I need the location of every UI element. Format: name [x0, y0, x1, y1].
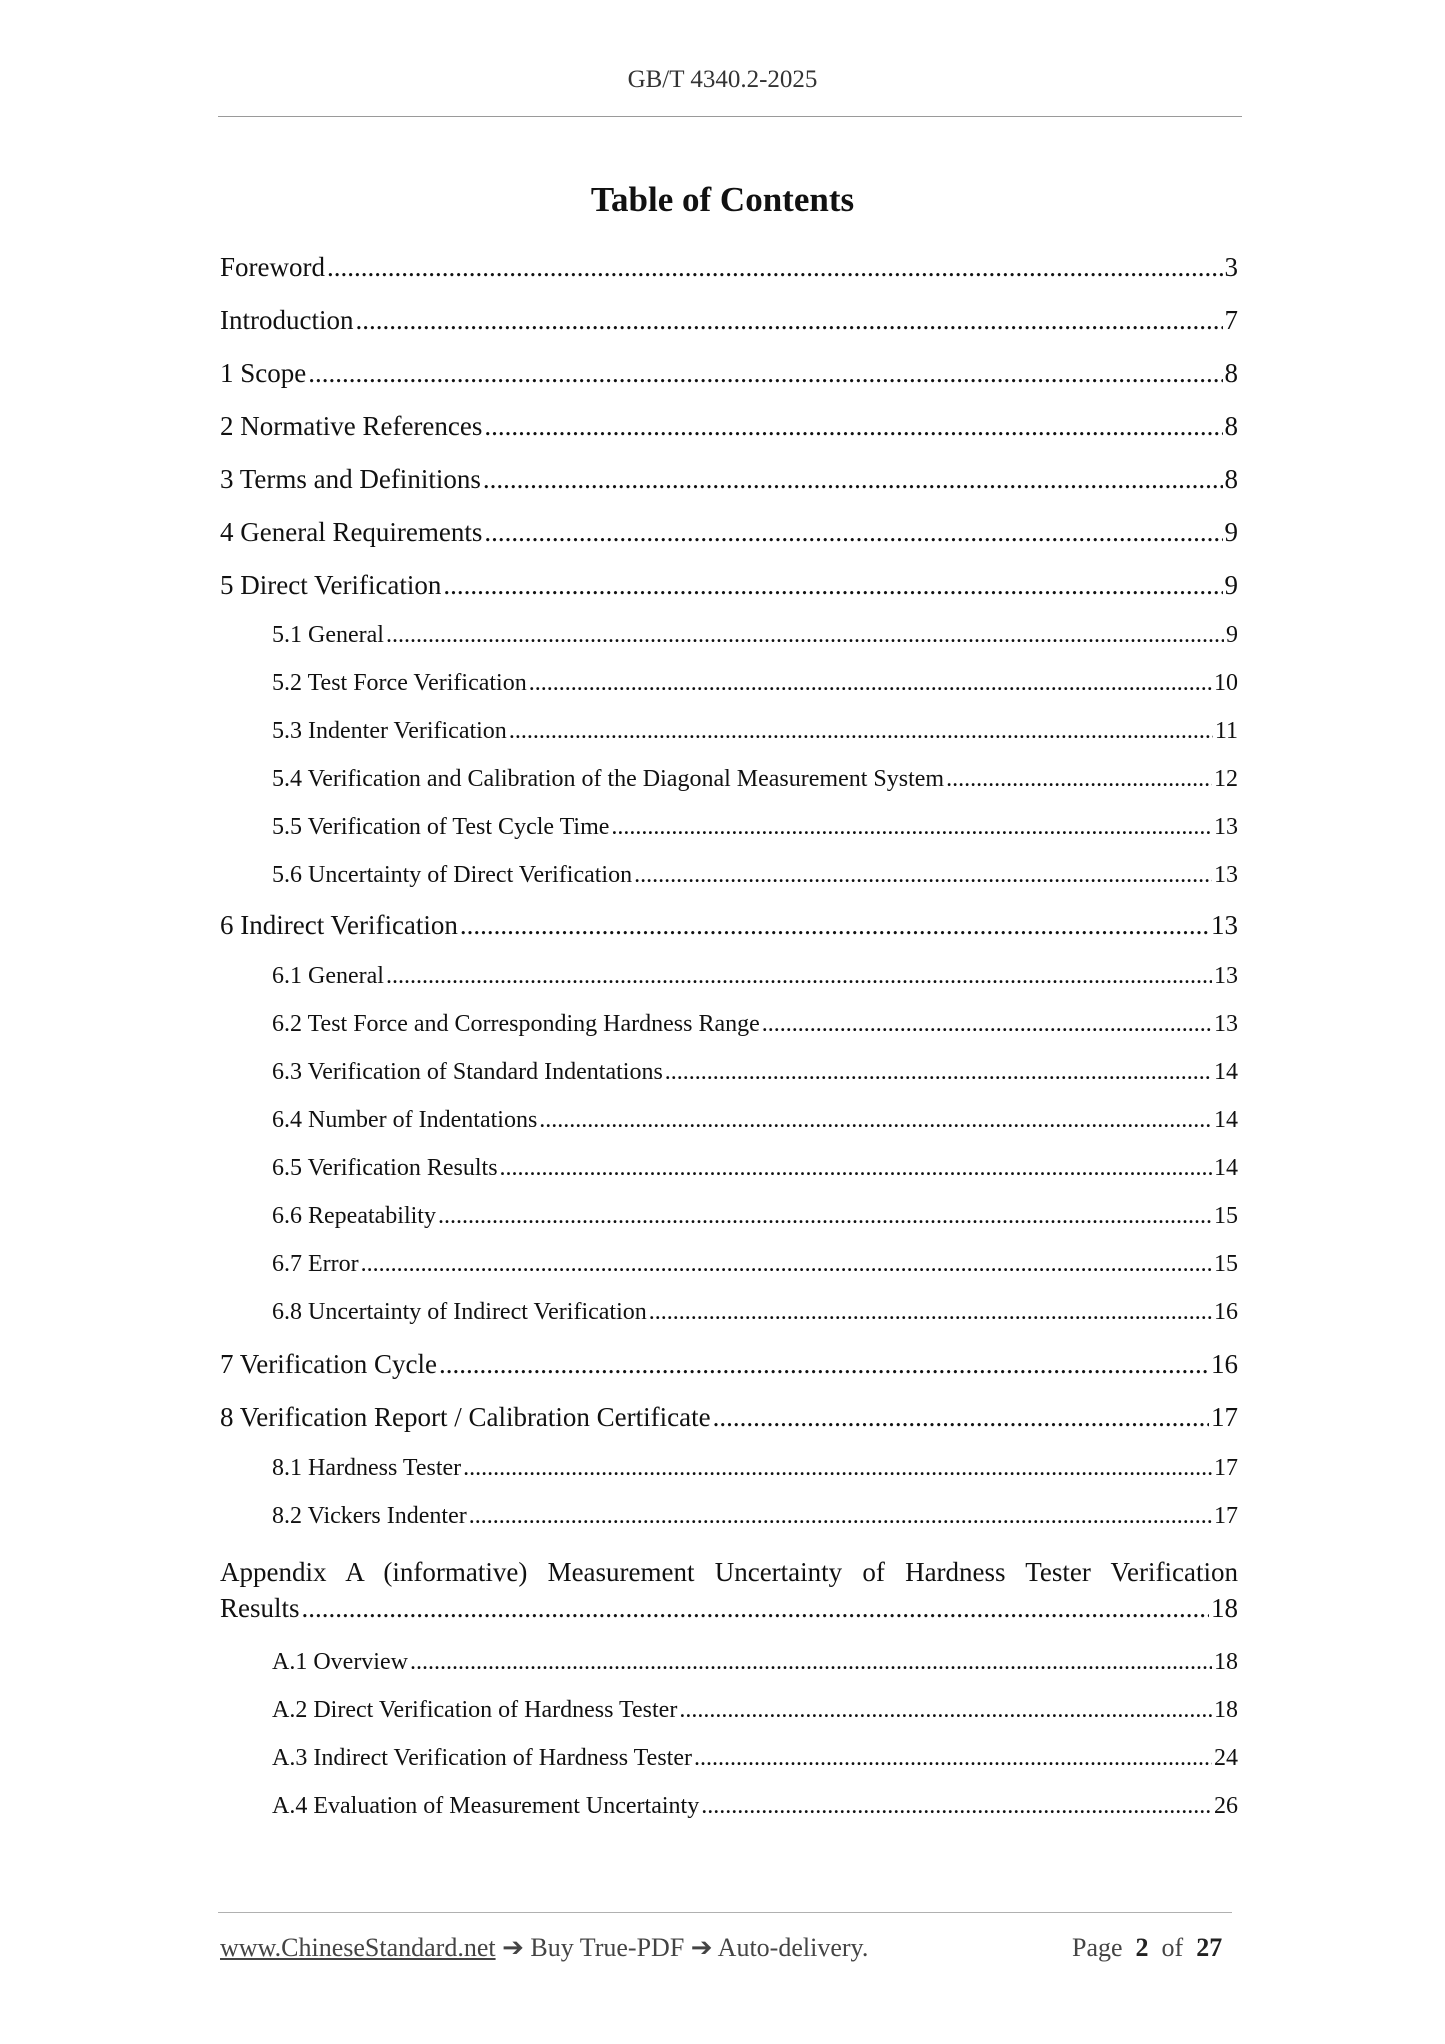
toc-entry-5-3[interactable] — [272, 718, 1238, 745]
toc-entry-a-2[interactable] — [272, 1697, 1238, 1724]
dot-leader — [634, 862, 1212, 889]
toc-entry-label: 1 Scope — [220, 358, 307, 388]
toc-entry-label: 6.8 Uncertainty of Indirect Verification — [272, 1299, 647, 1325]
toc-entry-label: 6.1 General — [272, 963, 384, 989]
toc-entry-page: 16 — [1211, 1349, 1238, 1379]
toc-entry-appendix-a[interactable] — [220, 1557, 1238, 1624]
toc-entry-introduction[interactable] — [220, 305, 1238, 336]
toc-entry-terms-definitions[interactable] — [220, 464, 1238, 495]
toc-entry-page: 11 — [1214, 718, 1238, 744]
toc-entry-label: 6.4 Number of Indentations — [272, 1107, 538, 1133]
dot-leader — [483, 464, 1223, 495]
toc-entry-6-1[interactable] — [272, 963, 1238, 990]
page-title: Table of Contents — [590, 180, 855, 219]
dot-leader — [386, 622, 1224, 649]
dot-leader — [679, 1697, 1212, 1724]
toc-entry-label: A.2 Direct Verification of Hardness Tester — [272, 1697, 678, 1723]
toc-entry-page: 9 — [1226, 622, 1238, 648]
dot-leader — [484, 411, 1222, 442]
toc-entry-page: 14 — [1214, 1059, 1238, 1085]
toc-entry-label: A.3 Indirect Verification of Hardness Tester — [272, 1745, 692, 1771]
dot-leader — [539, 1107, 1212, 1134]
toc-entry-5-1[interactable] — [272, 622, 1238, 649]
dot-leader — [443, 570, 1222, 601]
toc-entry-page: 8 — [1224, 358, 1238, 388]
toc-entry-label: Foreword — [220, 252, 325, 282]
dot-leader — [701, 1793, 1212, 1820]
dot-leader — [386, 963, 1212, 990]
dot-leader — [611, 814, 1212, 841]
toc-entry-6-6[interactable] — [272, 1203, 1238, 1230]
dot-leader — [665, 1059, 1212, 1086]
dot-leader — [327, 252, 1223, 283]
toc-entry-label: 4 General Requirements — [220, 517, 483, 547]
toc-entry-6-4[interactable] — [272, 1107, 1238, 1134]
toc-entry-verification-cycle[interactable] — [220, 1349, 1238, 1380]
toc-entry-label: 5.2 Test Force Verification — [272, 670, 527, 696]
page-number — [1072, 1933, 1222, 1963]
toc-entry-page: 8 — [1224, 464, 1238, 494]
dot-leader — [509, 718, 1213, 745]
dot-leader — [500, 1155, 1212, 1182]
toc-entry-page: 17 — [1211, 1402, 1238, 1432]
dot-leader — [694, 1745, 1212, 1772]
toc-entry-page: 17 — [1214, 1455, 1238, 1481]
toc-entry-page: 26 — [1214, 1793, 1238, 1819]
header-divider — [218, 116, 1242, 117]
toc-entry-page: 13 — [1214, 963, 1238, 989]
toc-entry-label: A.1 Overview — [272, 1649, 408, 1675]
page-word: Page — [1072, 1933, 1123, 1962]
toc-entry-a-3[interactable] — [272, 1745, 1238, 1772]
toc-entry-direct-verification[interactable] — [220, 570, 1238, 601]
toc-entry-normative-references[interactable] — [220, 411, 1238, 442]
toc-entry-label: 7 Verification Cycle — [220, 1349, 437, 1379]
footer-promo — [220, 1933, 868, 1963]
toc-entry-page: 8 — [1224, 411, 1238, 441]
toc-entry-label-line1: Appendix A (informative) Measurement Uncertainty of Hardness Tester Verification — [220, 1557, 1238, 1587]
toc-entry-page: 3 — [1224, 252, 1238, 282]
toc-entry-label: A.4 Evaluation of Measurement Uncertainty — [272, 1793, 700, 1819]
dot-leader — [946, 766, 1212, 793]
page-of: of — [1161, 1933, 1184, 1962]
toc-entry-label: 3 Terms and Definitions — [220, 464, 481, 494]
toc-entry-a-4[interactable] — [272, 1793, 1238, 1820]
toc-entry-5-2[interactable] — [272, 670, 1238, 697]
toc-entry-page: 9 — [1224, 570, 1238, 600]
dot-leader — [649, 1299, 1212, 1326]
toc-entry-page: 9 — [1224, 517, 1238, 547]
toc-entry-page: 14 — [1214, 1155, 1238, 1181]
dot-leader — [355, 305, 1222, 336]
toc-entry-scope[interactable] — [220, 358, 1238, 389]
toc-entry-page: 13 — [1211, 910, 1238, 940]
page-current: 2 — [1135, 1933, 1149, 1962]
dot-leader — [302, 1593, 1209, 1624]
toc-entry-label: 6.6 Repeatability — [272, 1203, 436, 1229]
toc-entry-foreword[interactable] — [220, 252, 1238, 283]
document-id: GB/T 4340.2-2025 — [627, 66, 818, 93]
arrow-right-icon: ➔ — [502, 1933, 524, 1962]
dot-leader — [463, 1455, 1212, 1482]
toc-entry-6-2[interactable] — [272, 1011, 1238, 1038]
toc-entry-label: 8.1 Hardness Tester — [272, 1455, 462, 1481]
delivery-text: Auto-delivery. — [717, 1933, 869, 1962]
toc-entry-general-requirements[interactable] — [220, 517, 1238, 548]
toc-entry-label: 2 Normative References — [220, 411, 483, 441]
toc-entry-6-3[interactable] — [272, 1059, 1238, 1086]
dot-leader — [308, 358, 1222, 389]
toc-entry-label: 5.5 Verification of Test Cycle Time — [272, 814, 610, 840]
toc-entry-page: 18 — [1214, 1697, 1238, 1723]
toc-entry-label: 8 Verification Report / Calibration Certificate — [220, 1402, 711, 1432]
toc-entry-8-2[interactable] — [272, 1503, 1238, 1530]
toc-entry-page: 15 — [1214, 1251, 1238, 1277]
dot-leader — [762, 1011, 1212, 1038]
toc-entry-indirect-verification[interactable] — [220, 910, 1238, 941]
toc-entry-verification-report[interactable] — [220, 1402, 1238, 1433]
buy-text: Buy True-PDF — [530, 1933, 685, 1962]
toc-entry-label: 8.2 Vickers Indenter — [272, 1503, 467, 1529]
toc-entry-page: 15 — [1214, 1203, 1238, 1229]
dot-leader — [460, 910, 1209, 941]
toc-entry-page: 12 — [1214, 766, 1238, 792]
toc-entry-label: 5 Direct Verification — [220, 570, 442, 600]
toc-entry-label-line2: Results — [220, 1593, 300, 1623]
dot-leader — [529, 670, 1212, 697]
toc-entry-5-4[interactable] — [272, 766, 1238, 793]
dot-leader — [410, 1649, 1212, 1676]
toc-entry-5-6[interactable] — [272, 862, 1238, 889]
toc-entry-page: 13 — [1214, 814, 1238, 840]
toc-entry-page: 16 — [1214, 1299, 1238, 1325]
toc-entry-5-5[interactable] — [272, 814, 1238, 841]
page-total: 27 — [1196, 1933, 1223, 1962]
toc-entry-6-7[interactable] — [272, 1251, 1238, 1278]
toc-entry-label: 6.3 Verification of Standard Indentations — [272, 1059, 663, 1085]
toc-entry-label: 6.5 Verification Results — [272, 1155, 498, 1181]
toc-entry-label: 5.1 General — [272, 622, 384, 648]
dot-leader — [439, 1349, 1209, 1380]
toc-entry-a-1[interactable] — [272, 1649, 1238, 1676]
toc-entry-page: 13 — [1214, 862, 1238, 888]
toc-entry-label: 6.2 Test Force and Corresponding Hardness Range — [272, 1011, 760, 1037]
toc-entry-label: Introduction — [220, 305, 354, 335]
dot-leader — [469, 1503, 1212, 1530]
toc-entry-label: 5.6 Uncertainty of Direct Verification — [272, 862, 633, 888]
arrow-right-icon: ➔ — [690, 1933, 713, 1962]
toc-entry-6-5[interactable] — [272, 1155, 1238, 1182]
toc-entry-page: 18 — [1214, 1649, 1238, 1675]
toc-entry-label: 5.3 Indenter Verification — [272, 718, 507, 744]
dot-leader — [713, 1402, 1209, 1433]
toc-entry-page: 10 — [1214, 670, 1238, 696]
toc-entry-label: 5.4 Verification and Calibration of the Diagonal Measurement System — [272, 766, 945, 792]
dot-leader — [361, 1251, 1212, 1278]
dot-leader — [484, 517, 1222, 548]
toc-entry-page: 17 — [1214, 1503, 1238, 1529]
toc-entry-page: 7 — [1224, 305, 1238, 335]
toc-entry-page: 13 — [1214, 1011, 1238, 1037]
toc-entry-8-1[interactable] — [272, 1455, 1238, 1482]
toc-entry-page: 24 — [1214, 1745, 1238, 1771]
toc-entry-page: 18 — [1211, 1593, 1238, 1623]
toc-entry-label: 6.7 Error — [272, 1251, 359, 1277]
toc-entry-6-8[interactable] — [272, 1299, 1238, 1326]
toc-entry-label: 6 Indirect Verification — [220, 910, 458, 940]
toc-entry-page: 14 — [1214, 1107, 1238, 1133]
footer-divider — [218, 1912, 1232, 1913]
site-link[interactable]: www.ChineseStandard.net — [220, 1933, 496, 1962]
dot-leader — [438, 1203, 1212, 1230]
